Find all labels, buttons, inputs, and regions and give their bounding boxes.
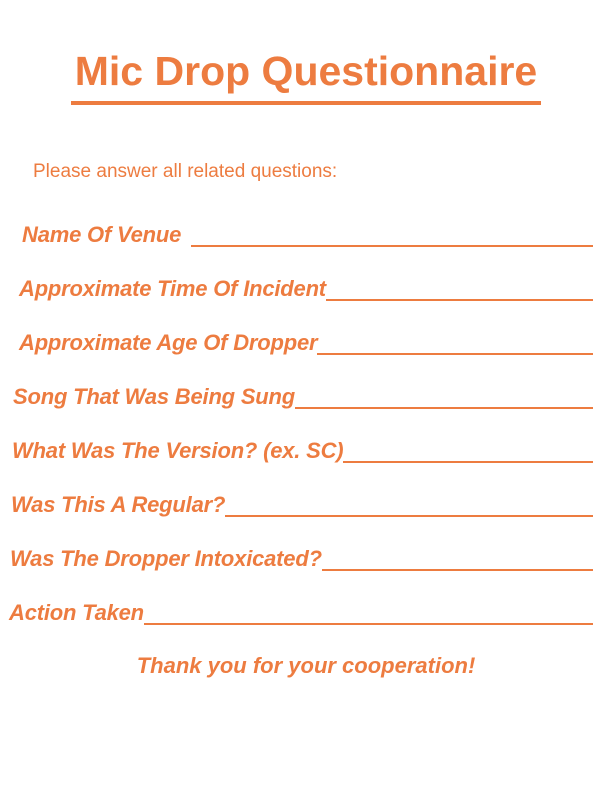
question-row-action: [0, 599, 593, 626]
question-label: Was The Dropper Intoxicated?: [10, 546, 322, 571]
question-label: Action Taken: [9, 600, 144, 625]
answer-blank: [343, 461, 593, 463]
question-label: Approximate Time Of Incident: [19, 276, 326, 301]
answer-blank: [225, 515, 593, 517]
question-label: Was This A Regular?: [11, 492, 226, 517]
question-label: Approximate Age Of Dropper: [19, 330, 318, 355]
instructions-text: Please answer all related questions:: [33, 161, 338, 182]
question-label: Name Of Venue: [22, 222, 182, 247]
answer-blank: [317, 353, 593, 355]
question-row-regular: [0, 491, 593, 518]
question-row-age: [0, 329, 593, 356]
question-row-venue: [0, 221, 593, 248]
page-title: Mic Drop Questionnaire: [71, 49, 541, 105]
answer-blank: [322, 569, 593, 571]
answer-blank: [295, 407, 593, 409]
question-label: Song That Was Being Sung: [13, 384, 296, 409]
answer-blank: [326, 299, 593, 301]
question-label: What Was The Version? (ex. SC): [12, 438, 344, 463]
question-row-song: [0, 383, 593, 410]
question-list: [0, 221, 612, 626]
title-wrap: [0, 0, 612, 105]
answer-blank: [144, 623, 593, 625]
question-row-intoxicated: [0, 545, 593, 572]
answer-blank: [191, 245, 593, 247]
question-row-time: [0, 275, 593, 302]
thank-you-text: Thank you for your cooperation!: [136, 653, 476, 678]
question-row-version: [0, 437, 593, 464]
